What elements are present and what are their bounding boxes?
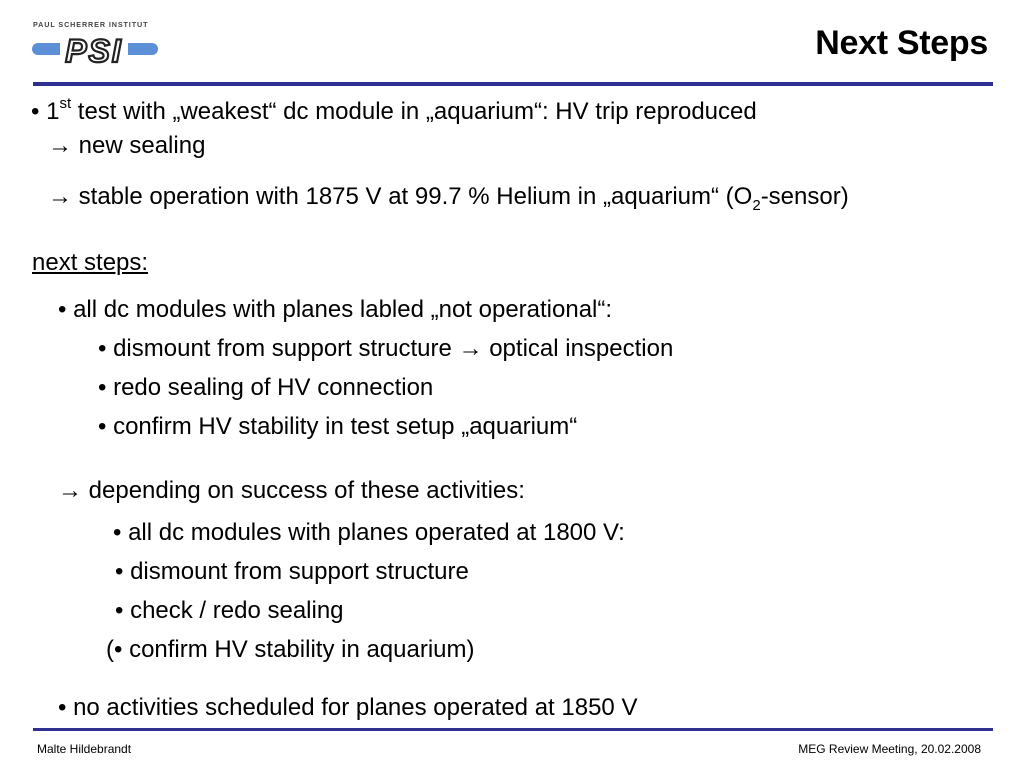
- line-new-sealing: → new sealing: [48, 132, 206, 159]
- footer-author: Malte Hildebrandt: [37, 742, 132, 756]
- not-operational-head: • all dc modules with planes labled „not operational“:: [58, 296, 613, 323]
- stable-pre: → stable operation with 1875 V at 99.7 % Helium in „aquarium“ (O: [48, 183, 753, 210]
- next-steps-heading: next steps:: [32, 249, 149, 276]
- not-operational-item: • confirm HV stability in test setup „aquarium“: [98, 413, 578, 440]
- bullet1-num: 1: [46, 98, 60, 125]
- bullet1-rest: test with „weakest“ dc module in „aquarium“: HV trip reproduced: [71, 98, 757, 125]
- operated-1800-item: (• confirm HV stability in aquarium): [106, 636, 475, 663]
- operated-1800-head: • all dc modules with planes operated at 1800 V:: [113, 519, 625, 546]
- not-operational-item: • redo sealing of HV connection: [98, 374, 434, 401]
- header-rule: [33, 82, 993, 86]
- logo-institute-text: PAUL SCHERRER INSTITUT: [33, 20, 149, 29]
- footer-rule: [33, 728, 993, 731]
- no-activities-line: • no activities scheduled for planes operated at 1850 V: [58, 694, 638, 721]
- psi-logo-graphic: [30, 18, 160, 68]
- not-operational-item: • dismount from support structure → optical inspection: [98, 335, 674, 362]
- operated-1800-item: • check / redo sealing: [115, 597, 344, 624]
- bullet-marker: •: [31, 98, 40, 125]
- bullet1-sup: st: [59, 95, 72, 112]
- footer-meeting: MEG Review Meeting, 20.02.2008: [798, 742, 981, 756]
- stable-sub: 2: [752, 196, 761, 214]
- logo-mark-text: PSI: [65, 33, 123, 68]
- line-stable-operation: [48, 182, 849, 212]
- bullet-first-test: [31, 97, 757, 127]
- psi-logo: [30, 18, 160, 68]
- slide-title: Next Steps: [815, 24, 988, 62]
- depending-line: → depending on success of these activities:: [58, 477, 525, 504]
- operated-1800-item: • dismount from support structure: [115, 558, 469, 585]
- stable-post: -sensor): [760, 183, 849, 210]
